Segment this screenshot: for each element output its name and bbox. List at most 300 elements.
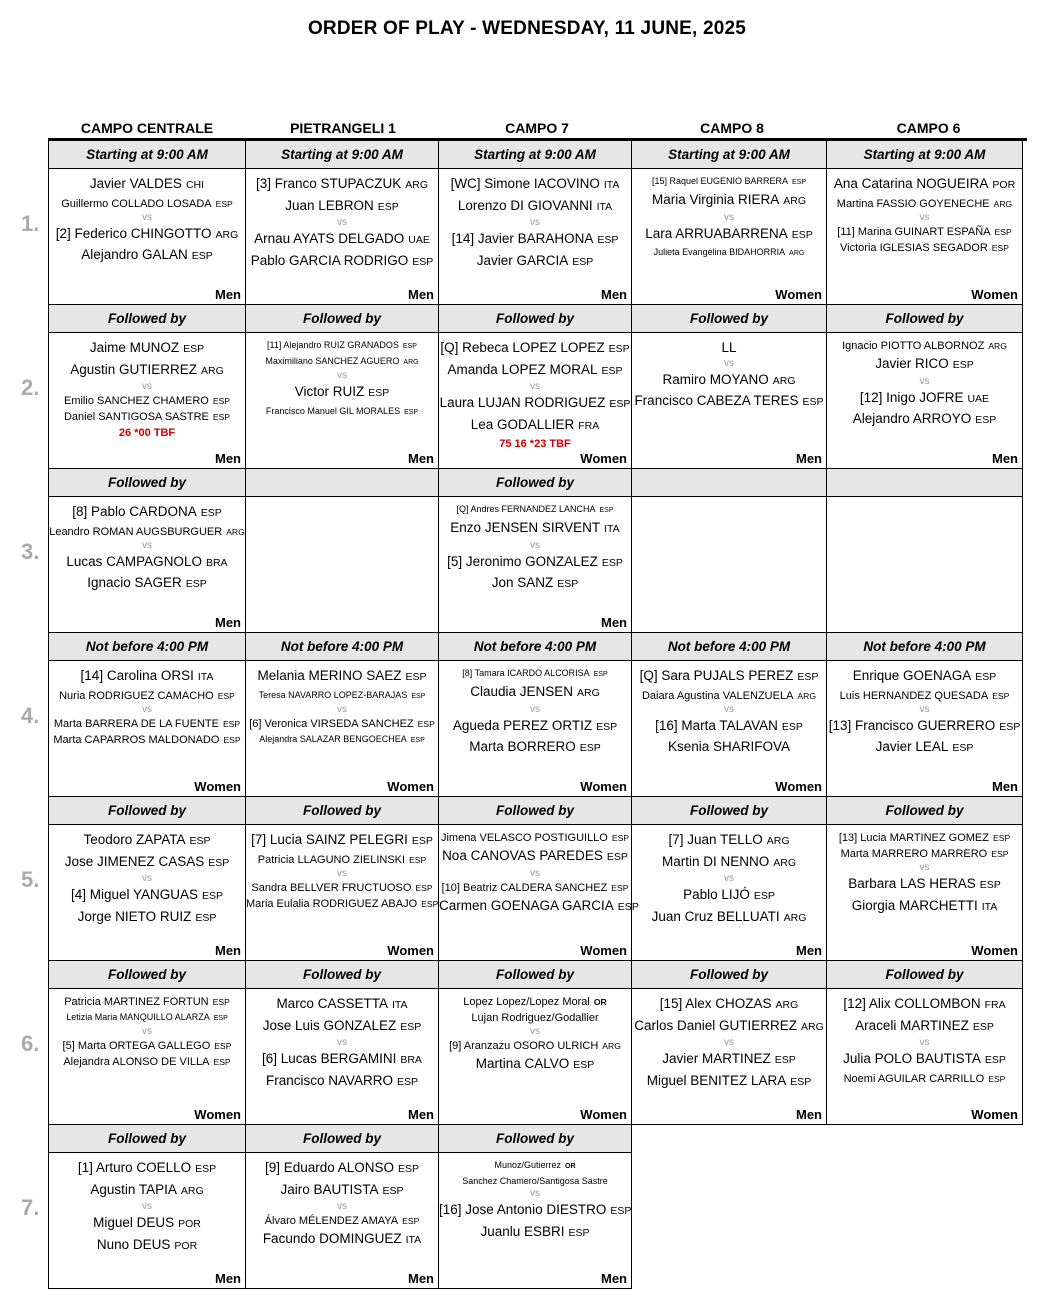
nationality-code: ARG: [403, 359, 419, 366]
player-line: [246, 688, 438, 704]
player-line: [827, 338, 1022, 354]
match-body: [439, 825, 639, 960]
court-header: CAMPO CENTRALE: [80, 120, 214, 136]
versus-label: vs: [142, 211, 152, 223]
player-name: [1] Arturo COELLO: [77, 1160, 192, 1175]
player-line: [246, 852, 438, 868]
player-name: [8] Pablo CARDONA: [72, 504, 197, 519]
match-body: [439, 497, 631, 632]
match-time-header: Followed by: [246, 305, 438, 333]
player-name: Melania MERINO SAEZ: [257, 668, 402, 683]
player-name: Javier VALDES: [89, 176, 182, 191]
nationality-code: ARG: [226, 526, 245, 537]
match-cell: [826, 633, 1023, 797]
player-name: [WC] Simone IACOVINO: [450, 176, 600, 191]
player-line: [49, 907, 245, 929]
player-name: Patricia MARTINEZ FORTUN: [64, 996, 209, 1008]
nationality-code: ESP: [398, 1163, 420, 1175]
category-label: Men: [215, 943, 241, 958]
player-line: [49, 885, 245, 907]
category-label: Men: [215, 615, 241, 630]
player-line: [49, 552, 245, 574]
player-name: Alejandro ARROYO: [852, 411, 972, 426]
nationality-code: ESP: [572, 255, 594, 268]
player-line: [49, 1010, 245, 1026]
nationality-code: ESP: [195, 911, 217, 924]
player-line: [246, 716, 438, 732]
player-name: Sandra BELLVER FRUCTUOSO: [251, 881, 412, 894]
player-name: [7] Juan TELLO: [668, 832, 763, 847]
player-name: Victor RUIZ: [294, 384, 365, 399]
versus-label: vs: [724, 211, 734, 223]
player-name: Teodoro ZAPATA: [83, 832, 186, 847]
rounds-container: [21, 141, 1027, 1289]
player-line: [49, 1158, 245, 1180]
player-line: [827, 874, 1022, 896]
nationality-code: ARG: [577, 687, 600, 699]
player-name: Ramiro MOYANO: [662, 371, 769, 387]
player-name: [4] Miguel YANGUAS: [70, 887, 198, 902]
match-body: [439, 333, 631, 468]
round-number: 6.: [21, 1031, 40, 1056]
round-number: 7.: [21, 1195, 40, 1220]
versus-label: vs: [142, 539, 152, 551]
player-line: [827, 737, 1022, 759]
nationality-code: ESP: [368, 387, 390, 399]
nationality-code: ESP: [402, 1216, 420, 1226]
category-label: Men: [215, 451, 241, 466]
versus-label: vs: [337, 217, 347, 228]
nationality-code: ESP: [601, 364, 623, 377]
player-name: [2] Federico CHINGOTTO: [55, 225, 212, 241]
player-name: Miguel BENITEZ LARA: [646, 1072, 787, 1088]
match-time-header: Starting at 9:00 AM: [632, 141, 826, 169]
match-body: [439, 169, 631, 304]
player-name: [Q] Sara PUJALS PEREZ: [639, 668, 794, 683]
category-label: Women: [580, 451, 627, 466]
match-cell: [48, 633, 246, 797]
nationality-code: ESP: [208, 856, 230, 869]
nationality-code: ESP: [568, 1226, 590, 1239]
nationality-code: ESP: [191, 250, 213, 262]
nationality-code: ESP: [405, 671, 427, 683]
player-line: [439, 1038, 631, 1054]
match-body: [49, 333, 245, 468]
nationality-code: ESP: [781, 720, 803, 733]
player-name: Maria Eulalia RODRIGUEZ ABAJO: [246, 897, 418, 910]
player-line: [439, 393, 631, 415]
player-name: [14] Carolina ORSI: [80, 668, 194, 683]
player-line: [827, 666, 1022, 688]
nationality-code: ESP: [596, 720, 618, 733]
player-line: [49, 1235, 245, 1257]
player-name: [15] Alex CHOZAS: [659, 996, 772, 1011]
player-name: [13] Lucia MARTINEZ GOMEZ: [838, 832, 989, 844]
match-time-header: [632, 469, 826, 497]
nationality-code: ITA: [405, 1234, 422, 1246]
player-name: Nuria RODRIGUEZ CAMACHO: [59, 689, 214, 702]
nationality-code: ARG: [773, 856, 797, 869]
nationality-code: ESP: [214, 1041, 232, 1051]
category-label: Women: [580, 1107, 627, 1122]
match-body: [49, 825, 245, 960]
player-line: [632, 1071, 826, 1093]
nationality-code: POR: [174, 1239, 198, 1252]
player-name: Jairo BAUTISTA: [280, 1181, 379, 1197]
nationality-code: ARG: [797, 690, 817, 701]
player-line: [49, 666, 245, 688]
match-body: [632, 333, 826, 468]
court-header: CAMPO 6: [896, 120, 961, 136]
match-time-header: Followed by: [246, 1125, 438, 1153]
match-body: [827, 169, 1022, 304]
player-name: Javier GARCIA: [476, 252, 569, 268]
player-line: [246, 338, 438, 354]
nationality-code: ESP: [791, 228, 813, 241]
player-line: [49, 224, 245, 246]
versus-label: vs: [919, 1037, 930, 1048]
nationality-code: ESP: [952, 742, 974, 754]
nationality-code: ESP: [753, 890, 775, 902]
match-body: [246, 825, 438, 960]
player-line: [49, 573, 245, 595]
player-line: [827, 1071, 1022, 1087]
court-headers: [48, 118, 1027, 138]
player-name: Daiara Agustina VALENZUELA: [641, 689, 794, 702]
nationality-code: ESP: [217, 690, 235, 701]
versus-label: vs: [919, 211, 930, 223]
nationality-code: ESP: [410, 736, 425, 744]
live-score: 75 16 *23 TBF: [499, 438, 571, 450]
nationality-code: ESP: [222, 718, 241, 729]
court-header: CAMPO 7: [505, 120, 569, 136]
match-cell: [48, 961, 246, 1125]
player-line: [439, 1200, 631, 1222]
category-label: Men: [796, 943, 822, 958]
player-line: [632, 224, 826, 246]
player-line: [632, 338, 826, 358]
player-name: Marco CASSETTA: [276, 996, 388, 1011]
player-name: Patricia LLAGUNO ZIELINSKI: [257, 853, 406, 866]
player-name: Álvaro MÉLENDEZ AMAYA: [264, 1215, 399, 1227]
player-line: [632, 830, 826, 852]
player-line: [827, 1049, 1022, 1071]
player-line: [632, 190, 826, 212]
match-cell: [245, 469, 439, 633]
match-cell: [631, 633, 827, 797]
player-line: [246, 404, 438, 420]
nationality-code: ITA: [604, 523, 620, 535]
match-body: [632, 497, 826, 632]
nationality-code: ESP: [797, 671, 819, 683]
match-round: [21, 797, 1027, 961]
match-time-header: Not before 4:00 PM: [632, 633, 826, 661]
player-line: [49, 1038, 245, 1054]
match-cell: [48, 141, 246, 305]
versus-label: vs: [724, 873, 734, 884]
match-body: [827, 661, 1022, 796]
versus-label: vs: [530, 539, 540, 551]
round-number: 5.: [21, 867, 40, 892]
nationality-code: UAE: [408, 234, 430, 246]
nationality-code: ESP: [579, 742, 601, 754]
player-name: [5] Marta ORTEGA GALLEGO: [62, 1040, 211, 1052]
player-name: [14] Javier BARAHONA: [451, 231, 594, 246]
nationality-code: ESP: [792, 179, 807, 186]
nationality-code: ESP: [599, 507, 614, 514]
match-cell: [48, 797, 246, 961]
player-line: [246, 1071, 438, 1093]
match-body: [49, 169, 245, 304]
match-cell: [631, 469, 827, 633]
match-time-header: Followed by: [632, 797, 826, 825]
match-body: [632, 989, 826, 1124]
nationality-code: ESP: [790, 1075, 812, 1088]
player-name: Alejandra ALONSO DE VILLA: [63, 1056, 210, 1068]
nationality-code: ITA: [391, 999, 408, 1011]
nationality-code: ESP: [377, 200, 399, 213]
match-cell: [826, 1125, 1023, 1289]
nationality-code: ARG: [993, 198, 1013, 209]
player-name: Alejandra SALAZAR BENGOECHEA: [259, 733, 407, 744]
player-line: [439, 1010, 631, 1026]
match-time-header: Followed by: [632, 305, 826, 333]
player-line: [439, 880, 631, 896]
category-label: Men: [408, 287, 434, 302]
player-line: [632, 907, 826, 929]
player-line: [827, 196, 1022, 212]
player-line: [632, 174, 826, 190]
versus-label: vs: [530, 1188, 540, 1199]
player-line: [439, 229, 631, 251]
match-cell: [245, 961, 439, 1125]
versus-label: vs: [142, 1026, 152, 1037]
versus-label: vs: [530, 703, 540, 715]
player-name: Jaime MUNOZ: [89, 340, 180, 355]
nationality-code: ARG: [766, 835, 790, 847]
category-label: Men: [796, 451, 822, 466]
nationality-code: ESP: [610, 1205, 632, 1217]
match-time-header: Not before 4:00 PM: [827, 633, 1022, 661]
nationality-code: ESP: [979, 879, 1001, 891]
player-name: [7] Lucia SAINZ PELEGRI: [251, 832, 408, 847]
player-line: [632, 994, 826, 1016]
nationality-code: ESP: [975, 414, 997, 426]
match-round: [21, 141, 1027, 305]
category-label: Women: [194, 779, 241, 794]
versus-label: vs: [337, 1037, 347, 1048]
nationality-code: ESP: [972, 1020, 994, 1033]
versus-label: vs: [724, 1037, 734, 1048]
match-time-header: Starting at 9:00 AM: [827, 141, 1022, 169]
player-line: [439, 896, 639, 918]
nationality-code: ESP: [984, 1054, 1006, 1066]
nationality-code: ITA: [981, 900, 998, 913]
player-line: [827, 688, 1022, 704]
nationality-code: ITA: [596, 200, 613, 213]
nationality-code: ESP: [774, 1054, 796, 1066]
player-line: [246, 994, 438, 1016]
player-line: [632, 885, 826, 907]
versus-label: vs: [919, 862, 930, 873]
versus-label: vs: [337, 867, 347, 879]
nationality-code: ESP: [382, 1184, 404, 1197]
player-name: Agustin GUTIERREZ: [70, 361, 197, 377]
category-label: Women: [775, 287, 822, 302]
match-round: [21, 961, 1027, 1125]
match-cell: [245, 141, 439, 305]
nationality-code: ITA: [197, 671, 214, 683]
nationality-code: ESP: [952, 359, 974, 371]
nationality-code: ESP: [223, 734, 241, 745]
player-line: [246, 732, 438, 748]
player-line: [49, 994, 245, 1010]
versus-label: vs: [142, 1201, 152, 1212]
category-label: Men: [215, 287, 241, 302]
nationality-code: ESP: [991, 849, 1009, 859]
player-line: [49, 688, 245, 704]
player-line: [827, 409, 1022, 431]
player-line: [246, 174, 438, 196]
versus-label: vs: [919, 703, 930, 715]
player-line: [632, 391, 826, 413]
player-line: [827, 716, 1022, 738]
nationality-code: ARG: [775, 999, 799, 1011]
match-body: [246, 497, 438, 632]
match-body: [246, 661, 438, 796]
category-label: Men: [408, 451, 434, 466]
player-name: Luis HERNANDEZ QUESADA: [839, 689, 989, 702]
match-body: [827, 333, 1022, 468]
category-label: Women: [971, 287, 1018, 302]
match-cell: [48, 1125, 246, 1289]
player-line: [439, 1158, 631, 1174]
match-time-header: Not before 4:00 PM: [49, 633, 245, 661]
nationality-code: ESP: [212, 412, 231, 422]
round-number: 4.: [21, 703, 40, 728]
player-name: Marta BARRERA DE LA FUENTE: [53, 717, 219, 730]
player-line: [439, 737, 631, 759]
match-cell: [438, 961, 632, 1125]
player-line: [439, 846, 631, 868]
player-name: Noa CANOVAS PAREDES: [442, 848, 603, 863]
nationality-code: ARG: [180, 1184, 204, 1197]
player-line: [439, 994, 631, 1010]
player-name: Francisco CABEZA TERES: [634, 393, 799, 408]
match-body: [49, 1153, 245, 1288]
match-cell: [48, 305, 246, 469]
player-line: [246, 1229, 438, 1251]
versus-label: vs: [530, 1026, 540, 1037]
player-name: Marta BORRERO: [469, 739, 576, 754]
match-cell: [631, 961, 827, 1125]
nationality-code: ESP: [421, 898, 439, 909]
player-name: Francisco NAVARRO: [265, 1072, 393, 1088]
player-name: Lopez Lopez/Lopez Moral: [463, 996, 590, 1008]
player-line: [439, 174, 631, 196]
nationality-code: ESP: [213, 1057, 231, 1067]
player-name: Miguel DEUS: [93, 1215, 175, 1230]
player-line: [49, 732, 245, 748]
nationality-code: ESP: [597, 234, 619, 246]
nationality-code: UAE: [967, 392, 990, 405]
nationality-code: ESP: [802, 396, 824, 408]
nationality-code: ESP: [611, 882, 629, 893]
match-body: [631, 1153, 827, 1288]
player-line: [49, 245, 245, 267]
match-time-header: [827, 469, 1022, 497]
nationality-code: ARG: [602, 1041, 621, 1051]
player-name: Victoria IGLESIAS SEGADOR: [840, 241, 988, 254]
player-name: Ignacio PIOTTO ALBORNOZ: [842, 340, 985, 352]
nationality-code: CHI: [185, 179, 205, 191]
player-line: [632, 716, 826, 738]
nationality-code: ESP: [412, 255, 434, 268]
category-label: Women: [580, 943, 627, 958]
match-time-header: [246, 469, 438, 497]
match-body: [827, 497, 1022, 632]
player-name: Emilio SANCHEZ CHAMERO: [63, 395, 209, 407]
match-body: [439, 989, 631, 1124]
player-line: [439, 1174, 631, 1188]
player-name: Agueda PEREZ ORTIZ: [452, 717, 593, 733]
player-line: [632, 1016, 826, 1038]
round-number: 2.: [21, 375, 40, 400]
player-name: Teresa NAVARRO LOPEZ-BARAJAS: [258, 689, 408, 700]
match-time-header: Followed by: [827, 797, 1022, 825]
match-cell: [438, 1125, 632, 1289]
player-name: Munoz/Gutierrez: [494, 1160, 561, 1170]
court-header: PIETRANGELI 1: [290, 120, 396, 136]
nationality-code: FRA: [984, 999, 1006, 1011]
nationality-code: ESP: [185, 578, 207, 590]
nationality-code: ARG: [405, 179, 429, 191]
match-cell: [826, 469, 1023, 633]
player-name: [5] Jeronimo GONZALEZ: [447, 553, 598, 569]
round-number: 3.: [21, 539, 40, 564]
player-line: [246, 1180, 438, 1202]
nationality-code: ESP: [396, 1075, 419, 1088]
player-name: Ana Catarina NOGUEIRA: [833, 176, 989, 191]
match-cell: [826, 305, 1023, 469]
category-label: Men: [796, 1107, 822, 1122]
match-cell: [631, 141, 827, 305]
category-label: Women: [775, 779, 822, 794]
nationality-code: ESP: [593, 671, 608, 678]
match-body: [49, 661, 245, 796]
versus-label: vs: [724, 703, 734, 715]
nationality-code: BRA: [400, 1054, 422, 1066]
match-time-header: Followed by: [632, 961, 826, 989]
player-line: [632, 245, 826, 261]
player-name: Lorenzo DI GIOVANNI: [457, 197, 593, 213]
match-body: [246, 169, 438, 304]
nationality-code: ESP: [402, 343, 417, 350]
player-line: [49, 174, 245, 196]
player-name: Lucas CAMPAGNOLO: [66, 553, 202, 569]
player-name: Carmen GOENAGA GARCIA: [439, 897, 614, 913]
player-line: [439, 518, 631, 540]
player-line: [827, 846, 1022, 862]
match-body: [246, 333, 438, 468]
player-name: Marta CAPARROS MALDONADO: [53, 733, 220, 746]
player-name: [16] Marta TALAVAN: [655, 717, 778, 733]
match-time-header: Not before 4:00 PM: [439, 633, 631, 661]
player-name: Francisco Manuel GIL MORALES: [265, 405, 401, 416]
nationality-code: ESP: [988, 1073, 1006, 1084]
player-line: [827, 224, 1022, 240]
player-name: Jon SANZ: [491, 575, 554, 590]
